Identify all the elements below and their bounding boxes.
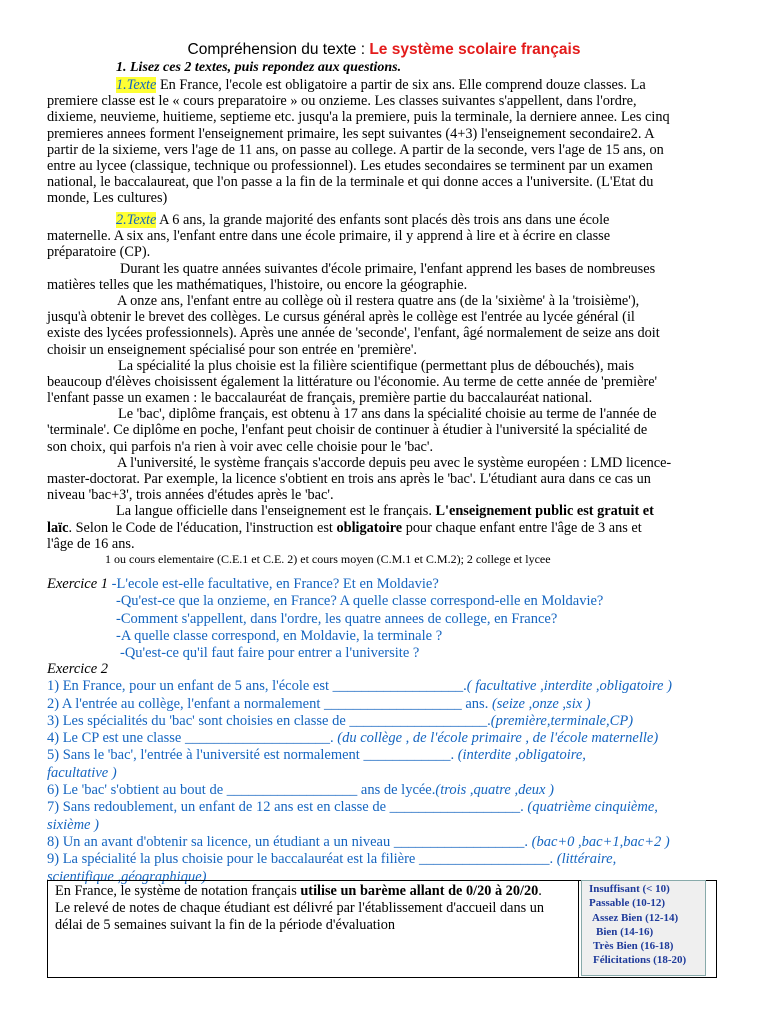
text-1 — [47, 77, 717, 207]
text-2-line: jusqu'à obtenir le brevet des collèges. Le cursus général après le collège est l'entrée au lycée général (il — [47, 309, 635, 326]
question: -L'ecole est-elle facultative, en France? Et en Moldavie? — [111, 576, 439, 592]
text-2-line: l'enfant passe un examen : le baccalauréat de français, première partie du baccalauréat national. — [47, 390, 593, 407]
text-2-line: l'âge de 16 ans. — [47, 535, 135, 552]
text-1-line: premiere classe est le « cours preparatoire » ou onzieme. Les classes suivantes s'appellent, dans l'ordre, — [47, 93, 637, 110]
scale-item: Passable (10-12) — [589, 897, 666, 910]
text-2 — [47, 212, 717, 566]
exercise-1 — [47, 576, 717, 662]
question: -A quelle classe correspond, en Moldavie, la terminale ? — [116, 627, 443, 644]
text-2-line: 'terminale'. Ce diplôme en poche, l'enfant peut choisir de continuer à étudier à l'université la spécialité de — [47, 422, 648, 439]
scale-item: Insuffisant (< 10) — [589, 883, 670, 895]
exercise-item: 1) En France, pour un enfant de 5 ans, l'école est __________________.( facultative ,interdite ,obligatoire ) — [47, 678, 672, 695]
text-2-line: matières telles que les mathématiques, l'histoire, ou encore la géographie. — [47, 276, 468, 293]
text-2-line: beaucoup d'élèves choisissent également la littérature ou l'économie. Au terme de cette année de 'première' — [47, 373, 658, 390]
text-1-line: entre au lycee (classique, technique ou professionnel). Les etudes secondaires se terminent par un examen — [47, 157, 653, 174]
title-prefix: Compréhension du texte : — [187, 41, 370, 58]
text-2-label: 2.Texte — [116, 212, 157, 228]
exercise-item: scientifique ,géographique) — [47, 868, 207, 885]
text-2-line: choisir un enseignement spécialisé pour son entrée en 'première'. — [47, 341, 417, 358]
text-1-line: 1.Texte En France, l'ecole est obligatoire a partir de six ans. Elle comprend douze classes. La — [116, 77, 646, 93]
exercise-item: 3) Les spécialités du 'bac' sont choisies en classe de ___________________.(première,terminale,CP) — [47, 712, 634, 729]
text-2-line: La spécialité la plus choisie est la filière scientifique (permettant plus de débouchés), mais — [118, 357, 635, 374]
text-1-line: premieres annees forment l'enseignement primaire, les sept suivantes (4+3) l'enseignement secondaire2. A — [47, 125, 655, 142]
title-main: Le système scolaire français — [369, 41, 581, 58]
scale-item: Très Bien (16-18) — [593, 940, 674, 953]
footnote: 1 ou cours elementaire (C.E.1 et C.E. 2) et cours moyen (C.M.1 et C.M.2); 2 college et lycee — [105, 551, 551, 566]
scale-item: Assez Bien (12-14) — [592, 911, 679, 924]
exercise-item: 6) Le 'bac' s'obtient au bout de __________________ ans de lycée.(trois ,quatre ,deux ) — [47, 782, 554, 799]
text-2-line: master-doctorat. Par exemple, la licence s'obtient en trois ans après le 'bac'. L'étudiant aura dans ce cas un — [47, 471, 651, 487]
exercise-item: facultative ) — [47, 764, 117, 781]
exercise-1-label: Exercice 1 — [47, 576, 109, 592]
text-1-line: monde, Les cultures) — [47, 190, 168, 207]
text-2-line: A onze ans, l'enfant entre au collège où il restera quatre ans (de la 'sixième' à la 'troisième'), — [117, 292, 640, 309]
text-2-line: maternelle. A six ans, l'enfant entre dans une école primaire, il y apprend à lire et à écrire en classe — [47, 228, 611, 245]
exercise-item: 2) A l'entrée au collège, l'enfant a normalement ___________________ ans. (seize ,onze ,six ) — [47, 695, 591, 712]
question: -Comment s'appellent, dans l'ordre, les quatre annees de college, en France? — [116, 610, 558, 627]
text-2-line: niveau 'bac+3', trois années d'études après le 'bac'. — [47, 487, 334, 504]
exercise-item: 4) Le CP est une classe ____________________. (du collège , de l'école primaire , de l'école maternelle) — [47, 730, 659, 747]
exercise-item: 5) Sans le 'bac', l'entrée à l'université est normalement ____________. (interdite ,obligatoire, — [47, 747, 586, 764]
text-2-line: 2.Texte A 6 ans, la grande majorité des enfants sont placés dès trois ans dans une école — [116, 212, 610, 228]
exercise-2 — [47, 661, 717, 886]
exercise-item: 7) Sans redoublement, un enfant de 12 ans est en classe de __________________. (quatrième cinquième, — [47, 799, 658, 816]
text-2-line: Durant les quatre années suivantes d'école primaire, l'enfant apprend les bases de nombreuses — [120, 260, 656, 277]
text-1-line: dixieme, neuvieme, huitieme, septieme etc. jusqu'a la premiere, puis la terminale, la derniere annee. Les cinq — [47, 109, 670, 126]
text-2-line: préparatoire (CP). — [47, 244, 151, 261]
scale-item: Félicitations (18-20) — [593, 954, 687, 967]
exercise-2-label: Exercice 2 — [47, 661, 109, 677]
instruction: 1. Lisez ces 2 textes, puis repondez aux questions. — [116, 60, 402, 75]
exercise-1-line — [47, 576, 717, 593]
text-2-line: Le 'bac', diplôme français, est obtenu à 17 ans dans la spécialité choisie au terme de l'année de — [118, 406, 657, 423]
text-2-line: laïc. Selon le Code de l'éducation, l'instruction est obligatoire pour chaque enfant entre l'âge de 3 ans et — [47, 519, 642, 536]
grading-scale — [586, 882, 706, 968]
exercise-item: 8) Un an avant d'obtenir sa licence, un étudiant a un niveau __________________. (bac+0 ,bac+1,bac+2 ) — [47, 833, 670, 850]
question: -Qu'est-ce que la onzieme, en France? A quelle classe correspond-elle en Moldavie? — [116, 593, 604, 610]
question: -Qu'est-ce qu'il faut faire pour entrer a l'universite ? — [120, 645, 420, 662]
text-2-line: existe des lycées professionnels). Après une année de 'seconde', l'enfant, âgé normalement de seize ans doit — [47, 325, 660, 342]
exercise-item: sixième ) — [47, 816, 99, 833]
page-title — [0, 41, 768, 59]
scale-item: Bien (14-16) — [596, 925, 654, 938]
text-1-line: national, le baccalaureat, que l'on passe a la fin de la terminale et qui donne acces a l'universite. (L'Etat du — [47, 174, 654, 191]
text-2-line: La langue officielle dans l'enseignement est le français. L'enseignement public est gratuit et — [116, 503, 654, 520]
grading-text: En France, le système de notation français utilise un barème allant de 0/20 à 20/20. Le relevé de notes de chaque étudiant est délivré par l'établissement d'accueil dans un délai de 5 semaines suivant la fin de la période d'évaluation — [55, 883, 545, 933]
text-1-line: partir de la sixieme, vers l'age de 11 ans, on passe au college. A partir de la seconde, vers l'age de 15 ans, on — [47, 141, 664, 158]
text-2-line: A l'université, le système français s'accorde depuis peu avec le système européen : LMD licence- — [117, 454, 672, 471]
text-2-line: son choix, qui parfois n'a rien à voir avec celle choisie pour le 'bac'. — [47, 438, 434, 455]
exercise-item: 9) La spécialité la plus choisie pour le baccalauréat est la filière __________________. (littéraire, — [47, 851, 617, 868]
grading-divider — [578, 880, 579, 978]
text-1-label: 1.Texte — [116, 77, 157, 93]
